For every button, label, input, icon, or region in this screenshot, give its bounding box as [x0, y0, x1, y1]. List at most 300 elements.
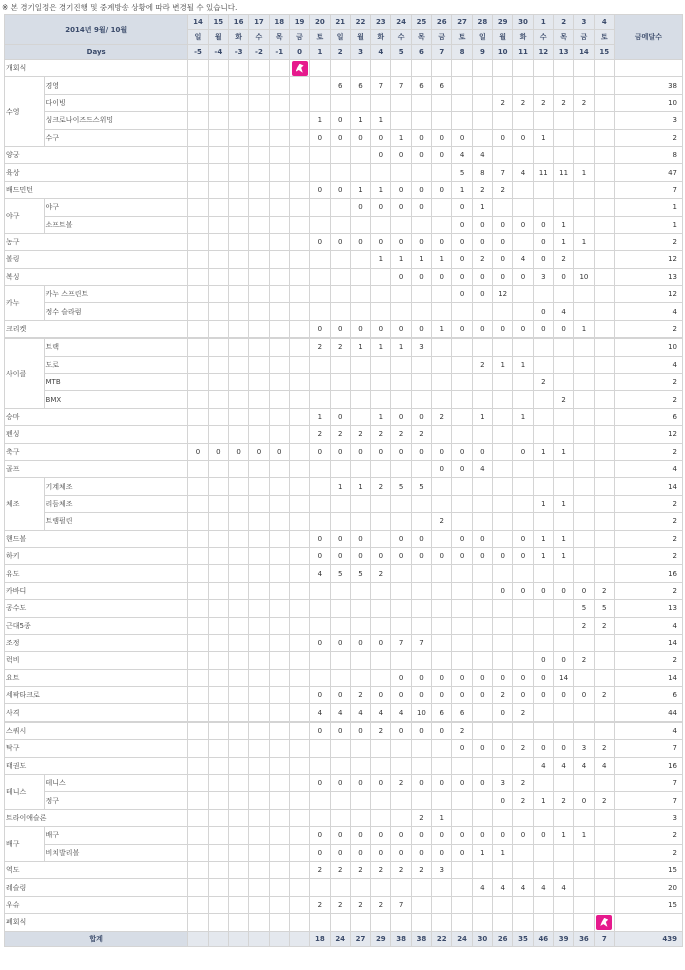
day-cell	[432, 914, 452, 931]
day-cell	[228, 809, 248, 826]
gold-medal-count: 10	[614, 94, 682, 111]
day-cell	[269, 94, 289, 111]
weekday-header: 토	[452, 30, 472, 45]
day-cell: 0	[472, 286, 492, 303]
day-cell: 1	[533, 792, 553, 809]
day-cell	[188, 303, 208, 320]
day-cell: 8	[472, 164, 492, 181]
day-cell	[513, 617, 533, 634]
day-cell: 0	[391, 146, 411, 163]
daily-total: 18	[310, 931, 330, 946]
day-cell	[289, 112, 309, 129]
sport-row	[5, 617, 683, 634]
day-cell: 0	[330, 443, 350, 460]
discipline-name: 비치발리볼	[44, 844, 188, 861]
day-cell: 0	[371, 547, 391, 564]
gold-medal-count: 16	[614, 757, 682, 774]
day-cell: 2	[513, 94, 533, 111]
day-cell: 2	[350, 426, 370, 443]
day-cell	[493, 634, 513, 651]
day-cell	[472, 374, 492, 391]
day-cell: 0	[432, 687, 452, 704]
day-cell	[513, 199, 533, 216]
day-cell	[269, 426, 289, 443]
day-cell: 2	[411, 809, 431, 826]
day-cell	[269, 513, 289, 530]
day-cell	[228, 286, 248, 303]
day-cell	[391, 391, 411, 408]
day-cell: 0	[452, 775, 472, 792]
day-cell: 0	[411, 320, 431, 337]
gold-medal-count: 14	[614, 669, 682, 686]
day-cell	[371, 740, 391, 757]
sport-row	[5, 669, 683, 686]
sport-name: 세팍타크로	[5, 687, 188, 704]
day-cell	[371, 286, 391, 303]
discipline-name: 기계체조	[44, 478, 188, 495]
day-cell	[249, 757, 269, 774]
day-cell: 0	[452, 443, 472, 460]
days-label: Days	[5, 45, 188, 60]
day-cell	[330, 251, 350, 268]
day-cell	[289, 303, 309, 320]
day-cell	[289, 617, 309, 634]
day-cell: 2	[513, 792, 533, 809]
day-cell: 1	[574, 320, 594, 337]
day-cell	[228, 426, 248, 443]
sport-name: 유도	[5, 565, 188, 582]
sport-row	[5, 896, 683, 913]
day-cell	[330, 669, 350, 686]
day-cell	[553, 844, 573, 861]
day-cell	[493, 722, 513, 739]
day-number-header: 0	[289, 45, 309, 60]
day-cell	[330, 199, 350, 216]
day-cell	[289, 669, 309, 686]
day-cell: 2	[432, 513, 452, 530]
day-cell	[310, 757, 330, 774]
day-cell	[188, 844, 208, 861]
day-cell	[350, 356, 370, 373]
day-cell	[269, 356, 289, 373]
day-cell	[594, 495, 614, 512]
date-header: 17	[249, 15, 269, 30]
day-cell	[513, 478, 533, 495]
day-cell: 0	[533, 652, 553, 669]
day-number-header: 3	[350, 45, 370, 60]
day-cell: 0	[350, 844, 370, 861]
day-cell	[391, 374, 411, 391]
day-cell: 0	[411, 233, 431, 250]
day-cell	[310, 617, 330, 634]
day-cell	[432, 356, 452, 373]
sport-name: 하키	[5, 547, 188, 564]
day-cell	[391, 356, 411, 373]
day-cell	[289, 652, 309, 669]
discipline-name: 수구	[44, 129, 188, 146]
day-cell: 5	[574, 600, 594, 617]
day-cell: 1	[350, 339, 370, 356]
sport-row	[5, 268, 683, 285]
day-cell	[513, 513, 533, 530]
day-cell	[208, 478, 228, 495]
gold-medal-count: 2	[614, 652, 682, 669]
day-cell	[472, 391, 492, 408]
day-cell	[594, 339, 614, 356]
daily-total: 29	[371, 931, 391, 946]
day-cell	[228, 896, 248, 913]
day-cell	[289, 251, 309, 268]
day-cell	[310, 914, 330, 931]
sport-name: 스쿼시	[5, 722, 188, 739]
day-cell: 1	[330, 478, 350, 495]
day-cell	[289, 94, 309, 111]
day-cell	[533, 617, 553, 634]
daily-total: 30	[472, 931, 492, 946]
day-cell	[513, 60, 533, 77]
day-cell	[574, 391, 594, 408]
day-cell: 0	[553, 320, 573, 337]
gold-medal-count: 2	[614, 391, 682, 408]
ceremony-icon	[292, 61, 308, 76]
day-cell	[594, 181, 614, 198]
day-cell: 0	[330, 827, 350, 844]
day-cell	[330, 600, 350, 617]
day-cell: 0	[310, 722, 330, 739]
weekday-header: 일	[330, 30, 350, 45]
day-cell	[249, 164, 269, 181]
day-cell: 5	[330, 565, 350, 582]
day-cell: 4	[371, 704, 391, 721]
day-cell	[411, 914, 431, 931]
day-cell	[513, 634, 533, 651]
day-cell	[249, 216, 269, 233]
day-cell: 0	[533, 303, 553, 320]
day-cell	[432, 495, 452, 512]
day-cell	[249, 634, 269, 651]
sport-row	[5, 129, 683, 146]
day-cell	[330, 617, 350, 634]
day-cell	[350, 582, 370, 599]
day-cell: 2	[310, 861, 330, 878]
day-cell	[350, 94, 370, 111]
day-cell	[188, 164, 208, 181]
day-cell: 2	[594, 617, 614, 634]
day-cell	[310, 652, 330, 669]
day-cell	[553, 600, 573, 617]
day-cell	[289, 582, 309, 599]
day-cell	[249, 268, 269, 285]
gold-medal-count: 12	[614, 426, 682, 443]
day-cell: 0	[411, 408, 431, 425]
day-cell: 0	[411, 844, 431, 861]
discipline-name: 카누 스프린트	[44, 286, 188, 303]
day-cell	[452, 896, 472, 913]
day-cell	[513, 181, 533, 198]
day-cell	[228, 391, 248, 408]
sport-name: 양궁	[5, 146, 188, 163]
day-cell	[330, 164, 350, 181]
day-cell: 2	[594, 687, 614, 704]
day-cell	[513, 426, 533, 443]
day-cell	[269, 146, 289, 163]
day-cell	[208, 129, 228, 146]
day-cell	[228, 251, 248, 268]
day-cell	[269, 233, 289, 250]
day-cell	[330, 792, 350, 809]
day-cell	[533, 478, 553, 495]
day-cell	[289, 704, 309, 721]
day-cell	[208, 757, 228, 774]
weekday-header: 월	[350, 30, 370, 45]
day-cell	[472, 757, 492, 774]
day-cell: 7	[493, 164, 513, 181]
sport-name: 배구	[5, 827, 45, 862]
sport-row	[5, 914, 683, 931]
day-cell	[269, 60, 289, 77]
day-cell	[411, 356, 431, 373]
day-cell	[188, 181, 208, 198]
day-cell	[553, 478, 573, 495]
day-cell	[411, 60, 431, 77]
day-cell: 0	[391, 669, 411, 686]
day-cell	[249, 460, 269, 477]
day-cell: 2	[350, 687, 370, 704]
day-number-header: 8	[452, 45, 472, 60]
day-cell: 2	[472, 356, 492, 373]
sport-row	[5, 356, 683, 373]
day-cell	[208, 669, 228, 686]
day-cell: 0	[452, 844, 472, 861]
day-cell: 0	[533, 687, 553, 704]
day-cell	[208, 164, 228, 181]
day-cell	[249, 809, 269, 826]
day-cell	[310, 582, 330, 599]
day-cell	[472, 704, 492, 721]
day-cell	[452, 374, 472, 391]
day-cell	[574, 495, 594, 512]
sport-row	[5, 60, 683, 77]
day-cell	[228, 478, 248, 495]
day-cell: 0	[371, 634, 391, 651]
day-cell	[249, 617, 269, 634]
day-cell: 0	[452, 251, 472, 268]
gold-medal-count: 3	[614, 112, 682, 129]
day-number-header: -5	[188, 45, 208, 60]
day-cell: 2	[350, 896, 370, 913]
day-cell	[411, 757, 431, 774]
sport-name: 볼링	[5, 251, 188, 268]
gold-medal-count: 10	[614, 339, 682, 356]
day-cell: 0	[371, 687, 391, 704]
sport-row	[5, 547, 683, 564]
day-cell	[472, 792, 492, 809]
day-cell: 0	[330, 112, 350, 129]
day-cell: 0	[472, 443, 492, 460]
day-cell: 0	[330, 687, 350, 704]
day-cell	[249, 286, 269, 303]
day-cell: 1	[513, 356, 533, 373]
day-cell	[391, 460, 411, 477]
day-cell: 4	[513, 164, 533, 181]
sport-row	[5, 339, 683, 356]
day-cell: 0	[472, 740, 492, 757]
day-cell	[188, 391, 208, 408]
day-cell	[594, 722, 614, 739]
day-cell	[188, 582, 208, 599]
day-cell	[310, 286, 330, 303]
day-cell: 0	[513, 582, 533, 599]
day-cell: 0	[310, 547, 330, 564]
day-cell	[289, 339, 309, 356]
day-cell	[432, 112, 452, 129]
day-cell	[391, 809, 411, 826]
day-cell	[188, 112, 208, 129]
day-cell	[330, 495, 350, 512]
day-cell	[533, 914, 553, 931]
day-cell	[249, 478, 269, 495]
sport-row	[5, 844, 683, 861]
day-cell	[452, 914, 472, 931]
day-cell: 2	[330, 339, 350, 356]
day-cell	[269, 827, 289, 844]
day-cell	[289, 600, 309, 617]
day-cell	[553, 460, 573, 477]
day-cell: 0	[249, 443, 269, 460]
day-cell	[553, 634, 573, 651]
discipline-name: BMX	[44, 391, 188, 408]
day-cell: 6	[432, 77, 452, 94]
day-cell	[249, 669, 269, 686]
day-cell	[208, 513, 228, 530]
day-cell	[208, 94, 228, 111]
day-cell	[432, 478, 452, 495]
day-cell	[289, 443, 309, 460]
day-cell: 0	[371, 827, 391, 844]
sport-row	[5, 426, 683, 443]
sport-name: 카누	[5, 286, 45, 321]
day-cell	[228, 617, 248, 634]
day-cell: 0	[432, 443, 452, 460]
day-cell	[574, 146, 594, 163]
day-cell: 1	[350, 181, 370, 198]
day-cell	[594, 775, 614, 792]
day-cell	[432, 391, 452, 408]
day-cell: 7	[391, 77, 411, 94]
day-cell	[574, 844, 594, 861]
day-cell	[350, 669, 370, 686]
day-cell: 0	[432, 460, 452, 477]
day-cell: 0	[411, 669, 431, 686]
day-cell: 0	[472, 216, 492, 233]
day-cell: 4	[493, 879, 513, 896]
day-cell	[553, 112, 573, 129]
date-header: 25	[411, 15, 431, 30]
day-cell	[269, 530, 289, 547]
day-cell	[289, 722, 309, 739]
day-cell	[493, 60, 513, 77]
day-cell	[289, 547, 309, 564]
day-cell: 0	[452, 740, 472, 757]
day-cell	[594, 251, 614, 268]
day-cell	[330, 740, 350, 757]
day-cell	[513, 495, 533, 512]
day-cell	[208, 286, 228, 303]
day-cell	[188, 687, 208, 704]
discipline-name: 도로	[44, 356, 188, 373]
day-cell: 14	[553, 669, 573, 686]
day-cell	[553, 181, 573, 198]
date-header: 23	[371, 15, 391, 30]
day-number-header: -3	[228, 45, 248, 60]
day-cell: 0	[330, 775, 350, 792]
day-cell	[594, 652, 614, 669]
day-cell	[432, 94, 452, 111]
day-cell	[493, 757, 513, 774]
day-cell	[574, 60, 594, 77]
day-cell: 0	[452, 233, 472, 250]
day-cell	[472, 339, 492, 356]
day-cell	[310, 600, 330, 617]
day-cell	[350, 303, 370, 320]
daily-total: 26	[493, 931, 513, 946]
day-cell	[391, 94, 411, 111]
day-cell	[269, 722, 289, 739]
day-cell	[350, 408, 370, 425]
day-cell	[350, 216, 370, 233]
day-cell	[533, 704, 553, 721]
day-cell	[574, 669, 594, 686]
day-cell	[188, 356, 208, 373]
weekday-header: 수	[249, 30, 269, 45]
day-cell	[249, 181, 269, 198]
sport-row	[5, 879, 683, 896]
day-cell	[594, 565, 614, 582]
day-cell	[188, 740, 208, 757]
weekday-header: 일	[188, 30, 208, 45]
gold-medal-count: 14	[614, 634, 682, 651]
day-cell	[289, 181, 309, 198]
day-cell	[310, 478, 330, 495]
day-cell: 0	[310, 443, 330, 460]
day-cell: 0	[472, 233, 492, 250]
day-cell	[269, 374, 289, 391]
weekday-header: 화	[371, 30, 391, 45]
day-cell	[574, 199, 594, 216]
day-cell: 0	[493, 792, 513, 809]
day-cell	[350, 914, 370, 931]
day-cell	[188, 60, 208, 77]
day-number-header: 6	[411, 45, 431, 60]
day-cell	[513, 844, 533, 861]
day-cell	[574, 896, 594, 913]
total-gold-medals: 439	[614, 931, 682, 946]
day-cell	[391, 303, 411, 320]
day-cell: 5	[350, 565, 370, 582]
day-cell	[574, 478, 594, 495]
day-cell	[472, 600, 492, 617]
date-header: 20	[310, 15, 330, 30]
day-number-header: -4	[208, 45, 228, 60]
day-cell: 4	[533, 757, 553, 774]
day-cell: 0	[371, 844, 391, 861]
day-cell	[411, 879, 431, 896]
day-cell: 2	[472, 251, 492, 268]
day-cell	[208, 146, 228, 163]
day-cell: 0	[411, 687, 431, 704]
day-cell	[249, 600, 269, 617]
day-cell	[432, 426, 452, 443]
